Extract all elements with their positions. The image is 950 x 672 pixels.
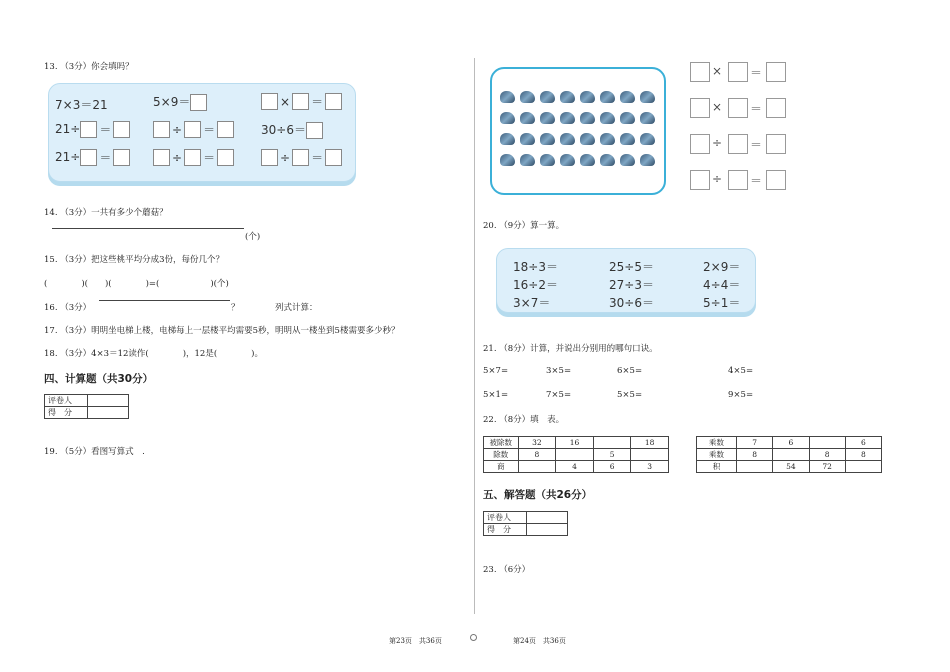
op-equals: ＝ [750,66,763,80]
op-equals: ＝ [750,102,763,116]
calc-item: 6×5= [617,366,643,376]
answer-box[interactable] [690,170,710,190]
answer-box[interactable] [766,98,786,118]
answer-box[interactable] [766,134,786,154]
table-cell[interactable] [593,437,631,449]
question-22: 22. （8分）填 表。 [483,415,565,425]
unit-label: (个) [245,232,261,242]
table-cell[interactable] [518,461,556,473]
question-17: 17. （3分）明明坐电梯上楼，电梯每上一层楼平均需要5秒，明明从一楼坐到5楼需要多少秒？ [44,326,400,336]
question-16-mark: ？ [231,303,240,313]
animal-illustration [540,91,555,103]
animal-illustration [500,91,515,103]
table-cell: 除数 [484,449,519,461]
table-cell[interactable]: 18 [631,437,669,449]
table-cell: 商 [484,461,519,473]
animal-illustration [640,154,655,166]
question-15-formula: ( )( )( )=( )(个) [44,279,229,289]
table-cell[interactable]: 8 [845,449,881,461]
reviewer-cell[interactable] [88,395,129,407]
question-21: 21. （8分）计算，并说出分别用的哪句口诀。 [483,344,658,354]
animal-illustration [620,133,635,145]
eq-r1c2: 5×9＝ [153,93,207,111]
animal-illustration [580,133,595,145]
calc-item: 5×1= [483,390,509,400]
table-cell[interactable]: 6 [593,461,631,473]
answer-box[interactable] [690,98,710,118]
table-cell[interactable] [773,449,809,461]
calc-item: 3×5= [546,366,572,376]
op-divide: ÷ [712,136,723,150]
table-cell[interactable] [631,449,669,461]
calc-item: 3×7＝ [513,296,551,310]
animal-illustration [560,112,575,124]
animal-illustration [600,91,615,103]
animal-illustration [560,91,575,103]
question-18: 18. （3分）4×3＝12读作( )，12是( )。 [44,349,263,359]
table-cell: 积 [697,461,737,473]
score-label: 得 分 [484,524,527,536]
table-cell[interactable]: 32 [518,437,556,449]
table-cell[interactable]: 6 [773,437,809,449]
division-table [483,436,669,473]
animal-illustration [520,91,535,103]
eq-r1c1: 7×3＝21 [55,98,108,112]
table-cell[interactable] [737,461,773,473]
animal-illustration [580,112,595,124]
question-20-panel [496,248,756,313]
answer-box[interactable] [325,93,342,110]
question-23: 23. （6分） [483,565,531,575]
grade-box [483,511,568,536]
eq-r3c2: ÷ ＝ [153,149,234,166]
answer-line[interactable] [99,300,230,301]
page-number-right: 第24页 共36页 [513,637,566,645]
animal-illustration [620,154,635,166]
calc-item: 30÷6＝ [609,296,654,310]
eq-r3c1: 21÷ ＝ [55,149,130,166]
table-cell[interactable]: 7 [737,437,773,449]
table-cell[interactable]: 8 [518,449,556,461]
table-cell[interactable]: 6 [845,437,881,449]
calc-item: 5×7= [483,366,509,376]
table-cell[interactable] [845,461,881,473]
table-cell[interactable]: 8 [809,449,845,461]
animal-illustration [580,154,595,166]
table-cell: 被除数 [484,437,519,449]
table-cell[interactable]: 5 [593,449,631,461]
answer-box[interactable] [217,149,234,166]
answer-box[interactable] [292,149,309,166]
animal-illustration [500,112,515,124]
answer-box[interactable] [153,121,170,138]
answer-box[interactable] [184,149,201,166]
calc-item: 27÷3＝ [609,278,654,292]
op-times: × [712,64,723,78]
question-20: 20. （9分）算一算。 [483,221,565,231]
section-5-title: 五、解答题（共26分） [483,489,593,501]
answer-box[interactable] [113,121,130,138]
section-4-title: 四、计算题（共30分） [44,373,154,385]
answer-box[interactable] [690,134,710,154]
calc-item: 4×5= [728,366,754,376]
answer-box[interactable] [153,149,170,166]
animal-illustration [640,133,655,145]
table-cell[interactable]: 72 [809,461,845,473]
score-cell[interactable] [527,524,568,536]
eq-r2c3: 30÷6＝ [261,121,323,139]
animal-illustration [500,133,515,145]
animal-illustration [520,154,535,166]
question-19: 19. （5分）看图写算式 . [44,447,145,457]
calc-item: 7×5= [546,390,572,400]
op-times: × [712,100,723,114]
multiplication-table [696,436,882,473]
column-divider [474,58,475,614]
table-cell: 乘数 [697,437,737,449]
calc-item: 25÷5＝ [609,260,654,274]
table-cell[interactable] [556,449,594,461]
question-16-hint: 列式计算： [275,303,318,313]
table-cell[interactable]: 3 [631,461,669,473]
animal-illustration [600,154,615,166]
calc-item: 4÷4＝ [703,278,741,292]
answer-box[interactable] [690,62,710,82]
answer-box[interactable] [190,94,207,111]
table-cell[interactable]: 8 [737,449,773,461]
op-equals: ＝ [750,138,763,152]
page-number-left: 第23页 共36页 [389,637,442,645]
answer-box[interactable] [766,62,786,82]
binding-hole-icon [470,634,477,641]
question-13: 13. （3分）你会填吗？ [44,62,134,72]
eq-r1c3: × ＝ [261,93,342,110]
score-cell[interactable] [88,407,129,419]
table-cell[interactable]: 16 [556,437,594,449]
table-cell[interactable] [809,437,845,449]
calc-item: 2×9＝ [703,260,741,274]
animal-illustration [520,112,535,124]
animal-picture [490,67,666,195]
answer-box[interactable] [261,149,278,166]
animal-illustration [620,91,635,103]
reviewer-label: 评卷人 [45,395,88,407]
animal-illustration [560,133,575,145]
calc-item: 5÷1＝ [703,296,741,310]
question-13-panel [48,83,356,182]
calc-item: 9×5= [728,390,754,400]
eq-r2c1: 21÷ ＝ [55,121,130,138]
animal-illustration [600,133,615,145]
table-cell[interactable]: 4 [556,461,594,473]
question-15: 15. （3分）把这些桃平均分成3份，每份几个？ [44,255,225,265]
eq-r3c3: ÷ ＝ [261,149,342,166]
answer-box[interactable] [728,170,748,190]
answer-line[interactable] [52,228,244,229]
animal-illustration [640,112,655,124]
answer-box[interactable] [325,149,342,166]
answer-box[interactable] [80,149,97,166]
answer-box[interactable] [728,62,748,82]
answer-box[interactable] [113,149,130,166]
calc-item: 16÷2＝ [513,278,558,292]
question-14: 14. （3分）一共有多少个蘑菇？ [44,208,168,218]
animal-illustration [540,112,555,124]
answer-box[interactable] [261,93,278,110]
score-label: 得 分 [45,407,88,419]
animal-illustration [580,91,595,103]
question-16: 16. （3分） [44,303,92,313]
reviewer-cell[interactable] [527,512,568,524]
animal-illustration [500,154,515,166]
answer-box[interactable] [292,93,309,110]
animal-illustration [520,133,535,145]
table-cell: 乘数 [697,449,737,461]
answer-box[interactable] [80,121,97,138]
table-cell[interactable]: 54 [773,461,809,473]
answer-box[interactable] [184,121,201,138]
answer-box[interactable] [728,98,748,118]
answer-box[interactable] [728,134,748,154]
calc-item: 5×5= [617,390,643,400]
animal-illustration [640,91,655,103]
animal-illustration [540,133,555,145]
animal-illustration [620,112,635,124]
animal-illustration [540,154,555,166]
answer-box[interactable] [766,170,786,190]
answer-box[interactable] [217,121,234,138]
op-equals: ＝ [750,174,763,188]
eq-r2c2: ÷ ＝ [153,121,234,138]
reviewer-label: 评卷人 [484,512,527,524]
op-divide: ÷ [712,172,723,186]
animal-illustration [560,154,575,166]
calc-item: 18÷3＝ [513,260,558,274]
animal-illustration [600,112,615,124]
answer-box[interactable] [306,122,323,139]
grade-box [44,394,129,419]
